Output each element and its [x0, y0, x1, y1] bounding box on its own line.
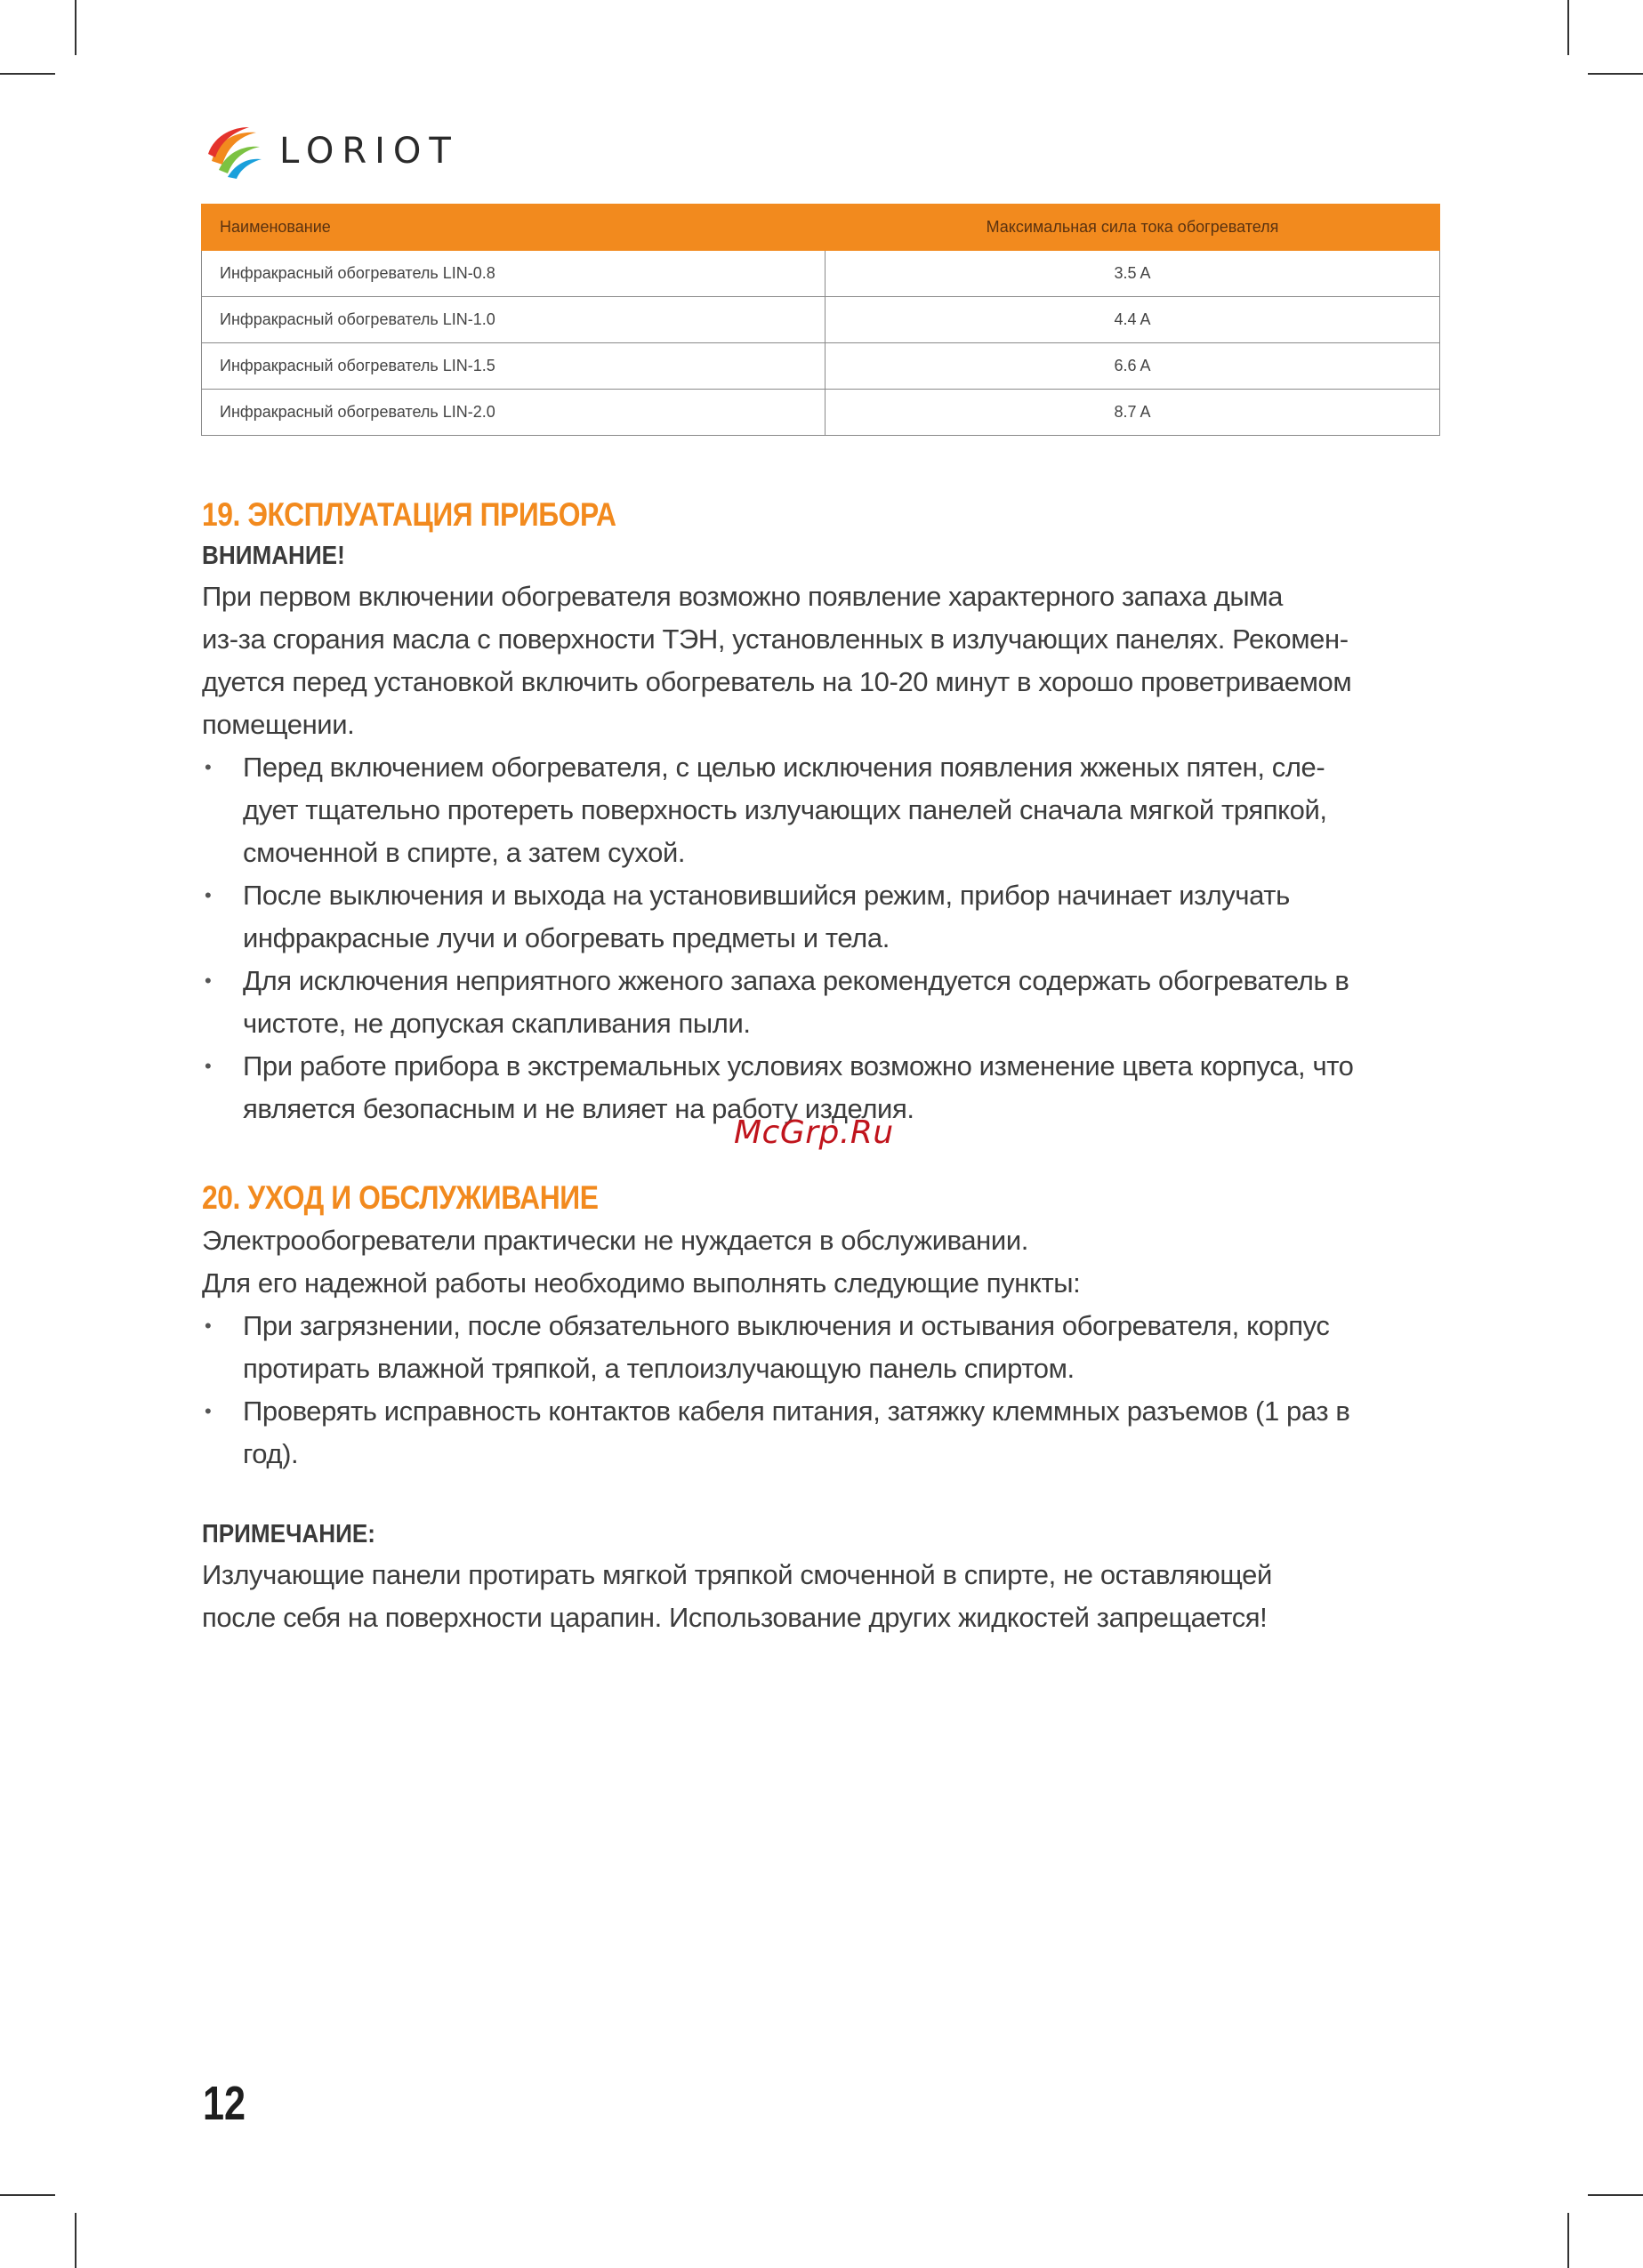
note-heading: ПРИМЕЧАНИЕ: [202, 1520, 375, 1548]
list-item [202, 746, 1447, 874]
text-line: Электрообогреватели практически не нуждается в обслуживании. [202, 1225, 1028, 1256]
table-row [202, 251, 1440, 297]
crop-mark [0, 2194, 55, 2196]
crop-mark [1567, 2213, 1569, 2268]
section-19-title: 19. ЭКСПЛУАТАЦИЯ ПРИБОРА [202, 496, 616, 533]
row-value: 4.4 A [826, 297, 1440, 343]
list-item [202, 874, 1447, 960]
row-value: 6.6 A [826, 343, 1440, 390]
section-maintenance [202, 1177, 1447, 1476]
crop-mark [75, 0, 77, 55]
text-line: • После выключения и выхода на установившийся режим, прибор начинает излучать [243, 880, 1290, 911]
row-name: Инфракрасный обогреватель LIN-0.8 [202, 251, 826, 297]
text-line: инфракрасные лучи и обогревать предметы и тела. [243, 922, 890, 953]
text-line: протирать влажной тряпкой, а теплоизлучающую панель спиртом. [243, 1353, 1075, 1384]
main-content [202, 494, 1447, 1639]
watermark: McGrp.Ru [734, 1114, 894, 1151]
list-item [202, 1305, 1447, 1390]
table-row [202, 343, 1440, 390]
text-line: • При загрязнении, после обязательного выключения и остывания обогревателя, корпус [243, 1310, 1330, 1341]
brand-logo [205, 120, 459, 182]
text-line: год). [243, 1438, 299, 1469]
crop-mark [1588, 2194, 1643, 2196]
text-line: из-за сгорания масла с поверхности ТЭН, установленных в излучающих панелях. Рекомен- [202, 623, 1349, 655]
crop-mark [0, 73, 55, 75]
section-operation [202, 494, 1447, 1130]
crop-mark [75, 2213, 77, 2268]
text-line: При первом включении обогревателя возможно появление характерного запаха дыма [202, 581, 1283, 612]
text-line: помещении. [202, 709, 355, 740]
row-name: Инфракрасный обогреватель LIN-2.0 [202, 390, 826, 436]
text-line: дует тщательно протереть поверхность излучающих панелей сначала мягкой тряпкой, [243, 794, 1327, 825]
table-row [202, 297, 1440, 343]
text-line: Излучающие панели протирать мягкой тряпкой смоченной в спирте, не оставляющей [202, 1559, 1272, 1590]
text-line: является безопасным и не влияет на работу изделия. [243, 1093, 914, 1124]
operation-bullet-list [202, 746, 1447, 1130]
column-header-current: Максимальная сила тока обогревателя [826, 205, 1440, 251]
text-line: дуется перед установкой включить обогреватель на 10-20 минут в хорошо проветриваемом [202, 666, 1352, 697]
crop-mark [1567, 0, 1569, 55]
note-paragraph [202, 1554, 1447, 1639]
row-value: 8.7 A [826, 390, 1440, 436]
attention-heading: ВНИМАНИЕ! [202, 542, 345, 570]
maintenance-intro [202, 1219, 1447, 1305]
text-line: • Перед включением обогревателя, с целью исключения появления жженых пятен, сле- [243, 752, 1325, 783]
page-number: 12 [203, 2077, 246, 2130]
text-line: смоченной в спирте, а затем сухой. [243, 837, 686, 868]
section-20-title: 20. УХОД И ОБСЛУЖИВАНИЕ [202, 1179, 599, 1216]
loriot-logo-icon [205, 122, 263, 181]
crop-mark [1588, 73, 1643, 75]
row-name: Инфракрасный обогреватель LIN-1.5 [202, 343, 826, 390]
note-block [202, 1515, 1447, 1639]
list-item [202, 1390, 1447, 1476]
text-line: Для его надежной работы необходимо выполнять следующие пункты: [202, 1267, 1081, 1299]
current-table [201, 204, 1440, 436]
attention-paragraph [202, 575, 1447, 746]
list-item [202, 960, 1447, 1045]
text-line: • Для исключения неприятного жженого запаха рекомендуется содержать обогреватель в [243, 965, 1349, 996]
text-line: чистоте, не допуская скапливания пыли. [243, 1008, 751, 1039]
text-line: • При работе прибора в экстремальных условиях возможно изменение цвета корпуса, что [243, 1050, 1354, 1082]
brand-name: LORIOT [279, 131, 459, 172]
row-value: 3.5 A [826, 251, 1440, 297]
row-name: Инфракрасный обогреватель LIN-1.0 [202, 297, 826, 343]
table-header-row [202, 205, 1440, 251]
maintenance-bullet-list [202, 1305, 1447, 1476]
text-line: после себя на поверхности царапин. Использование других жидкостей запрещается! [202, 1602, 1268, 1633]
column-header-name: Наименование [202, 205, 826, 251]
text-line: • Проверять исправность контактов кабеля питания, затяжку клеммных разъемов (1 раз в [243, 1395, 1350, 1427]
table-row [202, 390, 1440, 436]
